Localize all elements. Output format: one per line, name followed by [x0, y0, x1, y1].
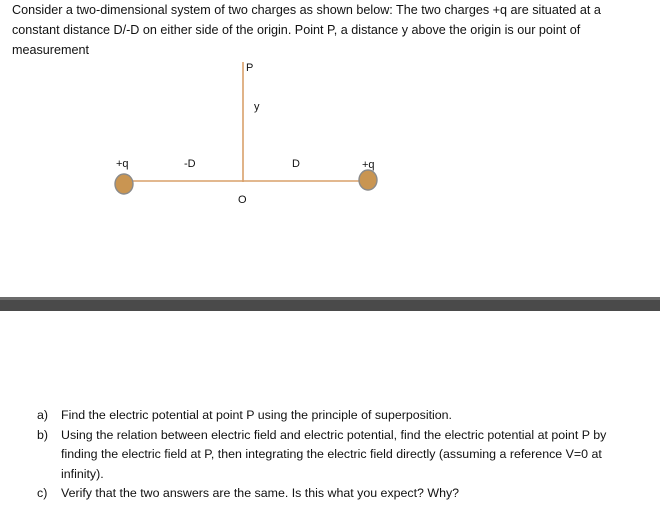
section-divider: [0, 297, 660, 311]
problem-intro: Consider a two-dimensional system of two charges as shown below: The two charges +q are situated at a constant distance D/-D on either side of the origin. Point P, a distance y above the origin is our point of measurement: [12, 3, 601, 57]
left-charge-label: +q: [116, 158, 129, 170]
question-marker: b): [37, 427, 49, 442]
question-item: [37, 426, 627, 485]
left-charge: [115, 174, 133, 194]
minus-d-label: -D: [184, 158, 196, 170]
right-charge-label: +q: [362, 159, 375, 171]
plus-d-label: D: [292, 158, 300, 170]
right-charge: [359, 170, 377, 190]
question-item: [37, 406, 627, 426]
question-item: [37, 484, 627, 504]
origin-label: O: [238, 194, 247, 206]
question-marker: c): [37, 486, 48, 501]
question-text: Verify that the two answers are the same. Is this what you expect? Why?: [61, 486, 460, 501]
question-marker: a): [37, 408, 49, 422]
y-distance-label: y: [254, 101, 260, 113]
question-text: Using the relation between electric field and electric potential, find the electric potential at point P by finding the electric field at P, then integrating the electric field directly (assuming a reference V=0 at infinity).: [61, 427, 607, 481]
point-p-label: P: [246, 62, 254, 74]
question-text: Find the electric potential at point P using the principle of superposition.: [61, 408, 453, 422]
question-list: [37, 406, 627, 504]
